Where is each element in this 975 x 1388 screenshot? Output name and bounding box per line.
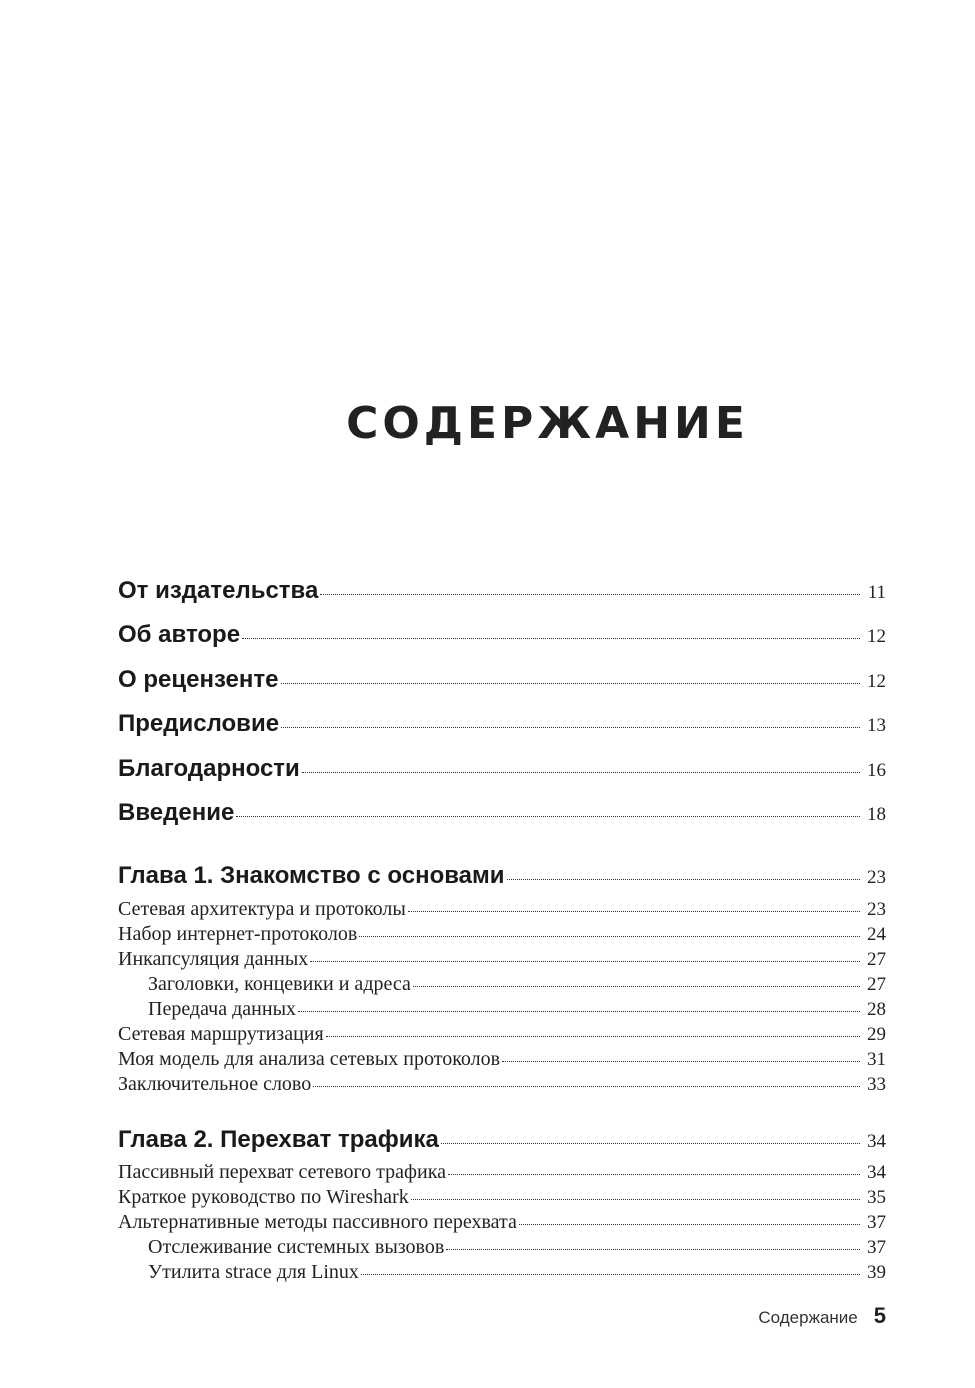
toc-page-number: 12: [867, 626, 886, 647]
toc-chapter-1[interactable]: [118, 862, 886, 890]
toc-entry-label: Введение: [118, 799, 235, 826]
dot-leader: [281, 727, 860, 728]
toc-entry-label: Предисловие: [118, 710, 280, 737]
dot-leader: [242, 638, 860, 639]
toc-entry-reviewer[interactable]: [118, 666, 886, 694]
toc-entry-label: От издательства: [118, 577, 319, 604]
toc-section[interactable]: [118, 948, 886, 971]
toc-entry-label: Набор интернет-протоколов: [118, 923, 358, 945]
toc-entry-preface[interactable]: [118, 710, 886, 738]
dot-leader: [441, 1143, 860, 1144]
toc-page-number: 39: [867, 1262, 886, 1283]
toc-page-number: 13: [867, 715, 886, 736]
toc-page-number: 18: [867, 804, 886, 825]
running-title: Содержание: [758, 1308, 858, 1327]
dot-leader: [448, 1174, 860, 1175]
dot-leader: [507, 879, 860, 880]
toc-entry-label: Утилита strace для Linux: [148, 1261, 359, 1283]
toc-page-number: 24: [867, 924, 886, 945]
toc-entry-label: Заключительное слово: [118, 1073, 312, 1095]
dot-leader: [411, 1199, 860, 1200]
toc-section[interactable]: [118, 1186, 886, 1209]
toc-page-number: 37: [867, 1237, 886, 1258]
toc-subsection[interactable]: [118, 998, 886, 1021]
toc-page-number: 23: [867, 867, 886, 888]
dot-leader: [236, 816, 860, 817]
dot-leader: [359, 936, 860, 937]
toc-section[interactable]: [118, 923, 886, 946]
toc-entry-label: Сетевая архитектура и протоколы: [118, 898, 406, 920]
toc-entry-acknowledgements[interactable]: [118, 755, 886, 783]
dot-leader: [298, 1011, 860, 1012]
dot-leader: [281, 683, 861, 684]
toc-page-number: 35: [867, 1187, 886, 1208]
toc-section[interactable]: [118, 1023, 886, 1046]
toc-entry-label: Заголовки, концевики и адреса: [148, 973, 411, 995]
dot-leader: [361, 1274, 860, 1275]
toc-page-number: 27: [867, 949, 886, 970]
toc-page-number: 23: [867, 899, 886, 920]
toc-entry-label: Благодарности: [118, 755, 300, 782]
toc-section[interactable]: [118, 1048, 886, 1071]
toc-section[interactable]: [118, 1161, 886, 1184]
toc-entry-label: Инкапсуляция данных: [118, 948, 309, 970]
toc-entry-label: Отслеживание системных вызовов: [148, 1236, 445, 1258]
dot-leader: [446, 1249, 860, 1250]
dot-leader: [326, 1036, 860, 1037]
toc-page-number: 12: [867, 671, 886, 692]
toc-subsection[interactable]: [118, 973, 886, 996]
toc-page-number: 28: [867, 999, 886, 1020]
dot-leader: [313, 1086, 860, 1087]
toc-entry-label: Краткое руководство по Wireshark: [118, 1186, 409, 1208]
page-title: СОДЕРЖАНИЕ: [346, 398, 749, 449]
toc-entry-label: Сетевая маршрутизация: [118, 1023, 324, 1045]
toc-page-number: 31: [867, 1049, 886, 1070]
toc-section[interactable]: [118, 1211, 886, 1234]
dot-leader: [310, 961, 860, 962]
toc-entry-label: Глава 2. Перехват трафика: [118, 1126, 439, 1153]
dot-leader: [408, 911, 860, 912]
toc-page-number: 27: [867, 974, 886, 995]
toc-section[interactable]: [118, 898, 886, 921]
toc-entry-label: Моя модель для анализа сетевых протоколов: [118, 1048, 501, 1070]
page-number: 5: [873, 1303, 886, 1328]
dot-leader: [502, 1061, 860, 1062]
toc-page-number: 29: [867, 1024, 886, 1045]
dot-leader: [302, 772, 860, 773]
toc-entry-label: О рецензенте: [118, 666, 279, 693]
toc-entry-publisher[interactable]: [118, 577, 886, 605]
page-footer: [758, 1303, 886, 1329]
toc-page-number: 37: [867, 1212, 886, 1233]
toc-page-number: 11: [867, 582, 886, 603]
toc-entry-author[interactable]: [118, 621, 886, 649]
toc-section[interactable]: [118, 1073, 886, 1096]
toc-entry-label: Альтернативные методы пассивного перехвата: [118, 1211, 517, 1233]
toc-entry-label: Передача данных: [148, 998, 297, 1020]
toc-page-number: 34: [867, 1131, 886, 1152]
toc-page-number: 33: [867, 1074, 886, 1095]
toc-entry-introduction[interactable]: [118, 799, 886, 827]
toc-entry-label: Глава 1. Знакомство с основами: [118, 862, 505, 889]
toc-subsection[interactable]: [118, 1236, 886, 1259]
dot-leader: [320, 594, 860, 595]
toc-subsection[interactable]: [118, 1261, 886, 1284]
toc-entry-label: Об авторе: [118, 621, 241, 648]
dot-leader: [413, 986, 860, 987]
dot-leader: [519, 1224, 860, 1225]
toc-entry-label: Пассивный перехват сетевого трафика: [118, 1161, 446, 1183]
toc-page-number: 16: [867, 760, 886, 781]
toc-page-number: 34: [867, 1162, 886, 1183]
toc-chapter-2[interactable]: [118, 1126, 886, 1154]
